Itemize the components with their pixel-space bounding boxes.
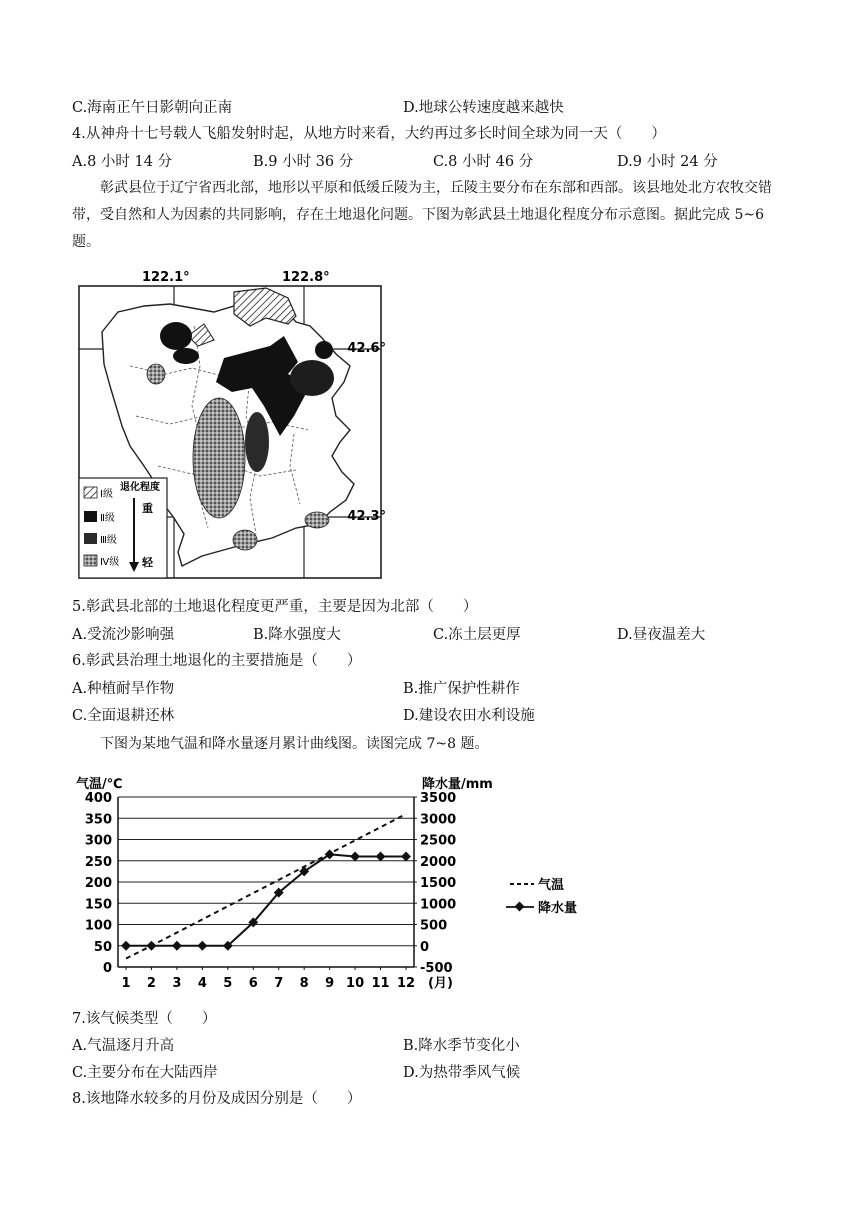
y-axis-right-label: 降水量/mm bbox=[422, 777, 493, 792]
legend-label-1: Ⅰ级 bbox=[100, 489, 113, 500]
y-right-tick-label: 3000 bbox=[420, 812, 457, 828]
y-left-tick-label: 200 bbox=[84, 876, 112, 891]
zone-level-3 bbox=[245, 412, 269, 472]
y-right-tick-label: 3500 bbox=[420, 791, 457, 806]
q3-option-c: C.海南正午日影朝向正南 bbox=[72, 100, 233, 116]
legend-heavy: 重 bbox=[142, 502, 153, 515]
legend-precip-marker bbox=[515, 902, 525, 912]
zone-level-2 bbox=[160, 322, 192, 350]
x-tick-label: 10 bbox=[346, 976, 365, 991]
x-tick-label: 1 bbox=[121, 976, 131, 991]
zone-level-4 bbox=[193, 398, 245, 518]
zone-level-2 bbox=[315, 341, 333, 359]
q5-option-b: B.降水强度大 bbox=[253, 627, 341, 643]
precipitation-point bbox=[147, 941, 157, 951]
q7-option-c: C.主要分布在大陆西岸 bbox=[72, 1065, 218, 1081]
q4-option-c: C.8 小时 46 分 bbox=[433, 154, 534, 170]
q4-stem: 4.从神舟十七号载人飞船发射时起，从地方时来看，大约再过多长时间全球为同一天（ ） bbox=[72, 126, 666, 142]
temperature-line bbox=[126, 814, 406, 959]
x-tick-label: 8 bbox=[299, 976, 309, 991]
q8-stem: 8.该地降水较多的月份及成因分别是（ ） bbox=[72, 1091, 362, 1107]
x-tick-label: 9 bbox=[325, 976, 335, 991]
y-axis-left-label: 气温/℃ bbox=[76, 777, 123, 792]
y-left-tick-label: 300 bbox=[84, 833, 112, 849]
legend-swatch-4 bbox=[84, 555, 97, 566]
land-degradation-map bbox=[74, 266, 386, 582]
y-right-tick-label: -500 bbox=[420, 961, 453, 976]
y-left-tick-label: 350 bbox=[84, 812, 112, 828]
lat-label-bottom: 42.3° bbox=[347, 509, 386, 524]
legend-label-4: Ⅳ级 bbox=[100, 557, 120, 568]
q6-option-a: A.种植耐旱作物 bbox=[72, 681, 175, 697]
x-axis-unit: (月) bbox=[428, 976, 453, 991]
q3-option-d: D.地球公转速度越来越快 bbox=[403, 100, 564, 116]
legend-label-2: Ⅱ级 bbox=[100, 513, 115, 524]
precipitation-line bbox=[126, 854, 406, 945]
y-right-tick-label: 0 bbox=[420, 939, 430, 955]
legend-swatch-1 bbox=[84, 487, 97, 498]
lon-label-right: 122.8° bbox=[282, 270, 330, 285]
q7-option-a: A.气温逐月升高 bbox=[72, 1038, 175, 1054]
y-right-tick-label: 2000 bbox=[420, 854, 457, 870]
x-tick-label: 11 bbox=[371, 976, 390, 991]
y-left-tick-label: 100 bbox=[84, 918, 112, 934]
q4-option-d: D.9 小时 24 分 bbox=[617, 154, 718, 170]
legend-title: 退化程度 bbox=[120, 482, 160, 493]
passage-climate: 下图为某地气温和降水量逐月累计曲线图。读图完成 7~8 题。 bbox=[100, 736, 489, 752]
legend-swatch-2 bbox=[84, 511, 97, 522]
q6-option-b: B.推广保护性耕作 bbox=[403, 681, 520, 697]
y-right-tick-label: 500 bbox=[420, 918, 448, 934]
precipitation-point bbox=[350, 852, 360, 862]
legend-temp-label: 气温 bbox=[538, 878, 565, 893]
x-tick-label: 7 bbox=[274, 976, 284, 991]
precipitation-point bbox=[172, 941, 182, 951]
y-left-tick-label: 50 bbox=[93, 939, 112, 955]
x-tick-label: 12 bbox=[396, 976, 416, 991]
lat-label-top: 42.6° bbox=[347, 341, 386, 356]
precipitation-point bbox=[401, 852, 411, 862]
q5-option-d: D.昼夜温差大 bbox=[617, 627, 706, 643]
passage-zhangwu: 彰武县位于辽宁省西北部，地形以平原和低缓丘陵为主，丘陵主要分布在东部和西部。该县地处北方农牧交错带，受自然和人为因素的共同影响，存在土地退化问题。下图为彰武县土地退化程度分布示意图。据此完成 5~6 题。 bbox=[72, 180, 772, 250]
legend-light: 轻 bbox=[142, 556, 153, 569]
q6-stem: 6.彰武县治理土地退化的主要措施是（ ） bbox=[72, 653, 362, 669]
x-tick-label: 6 bbox=[248, 976, 258, 991]
precipitation-point bbox=[197, 941, 207, 951]
q5-stem: 5.彰武县北部的土地退化程度更严重，主要是因为北部（ ） bbox=[72, 599, 478, 615]
x-tick-label: 5 bbox=[223, 976, 233, 991]
legend-label-3: Ⅲ级 bbox=[100, 535, 117, 546]
legend-swatch-3 bbox=[84, 533, 97, 544]
q4-option-b: B.9 小时 36 分 bbox=[253, 154, 354, 170]
q7-stem: 7.该气候类型（ ） bbox=[72, 1011, 217, 1027]
zone-level-4 bbox=[233, 530, 257, 550]
x-tick-label: 4 bbox=[197, 976, 207, 991]
zone-level-4 bbox=[147, 364, 165, 384]
q6-option-c: C.全面退耕还林 bbox=[72, 708, 175, 724]
y-right-tick-label: 1000 bbox=[420, 897, 457, 913]
q6-option-d: D.建设农田水利设施 bbox=[403, 708, 535, 724]
y-left-tick-label: 150 bbox=[84, 897, 112, 913]
q5-option-c: C.冻土层更厚 bbox=[433, 627, 521, 643]
zone-level-3 bbox=[290, 360, 334, 396]
y-left-tick-label: 250 bbox=[84, 854, 112, 870]
precipitation-point bbox=[121, 941, 131, 951]
zone-level-2 bbox=[173, 348, 199, 364]
lon-label-left: 122.1° bbox=[142, 270, 190, 285]
precipitation-point bbox=[376, 852, 386, 862]
x-tick-label: 2 bbox=[146, 976, 156, 991]
q7-option-b: B.降水季节变化小 bbox=[403, 1038, 520, 1054]
climate-cumulative-chart bbox=[70, 772, 600, 1002]
y-right-tick-label: 1500 bbox=[420, 876, 457, 891]
y-left-tick-label: 400 bbox=[84, 791, 112, 806]
y-left-tick-label: 0 bbox=[102, 961, 112, 976]
legend-precip-label: 降水量 bbox=[538, 901, 578, 916]
x-tick-label: 3 bbox=[172, 976, 182, 991]
q5-option-a: A.受流沙影响强 bbox=[72, 627, 175, 643]
q4-option-a: A.8 小时 14 分 bbox=[72, 154, 173, 170]
q7-option-d: D.为热带季风气候 bbox=[403, 1065, 521, 1081]
zone-level-4 bbox=[305, 512, 329, 528]
y-right-tick-label: 2500 bbox=[420, 833, 457, 849]
